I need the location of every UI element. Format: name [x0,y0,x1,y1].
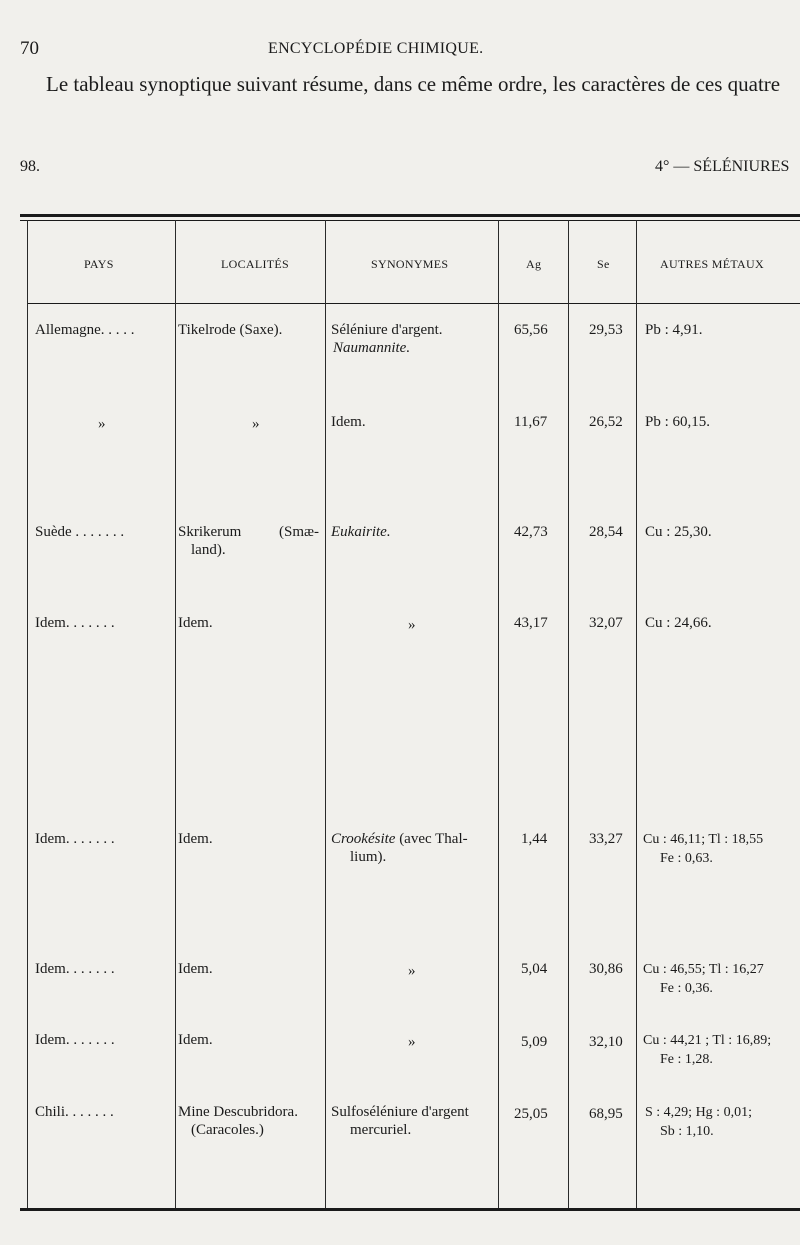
cell-pays: » [98,416,106,432]
cell-se: 68,95 [589,1106,623,1122]
cell-pays: Idem. . . . . . . [35,831,115,847]
cell-se: 26,52 [589,414,623,430]
header-bottom-rule [28,303,800,304]
cell-pays: Idem. . . . . . . [35,1032,115,1048]
cell-autres-metaux: Pb : 60,15. [645,414,711,430]
cell-pays: Idem. . . . . . . [35,615,115,631]
cell-autres-metaux: Cu : 44,21 ; Tl : 16,89; [643,1033,772,1048]
table-top-rule-thin [20,220,800,221]
cell-synonyme: lium). [350,849,387,865]
cell-autres-metaux: Cu : 46,11; Tl : 18,55 [643,832,764,847]
column-header-localites: LOCALITÉS [221,257,290,271]
cell-synonyme: Idem. [331,414,366,430]
cell-se: 28,54 [589,524,623,540]
cell-localite: Idem. [178,831,213,847]
cell-localite: Tikelrode (Saxe). [178,322,283,338]
synonyme-note: (avec Thal- [395,831,468,847]
cell-autres-metaux: S : 4,29; Hg : 0,01; [645,1105,752,1120]
cell-pays: Suède . . . . . . . [35,524,125,540]
cell-autres-metaux: Fe : 0,36. [660,981,713,996]
cell-synonyme: Naumannite. [333,340,411,356]
page-number: 70 [20,38,39,59]
cell-synonyme: mercuriel. [350,1122,412,1138]
cell-ag: 11,67 [514,414,548,430]
section-title: 4° — SÉLÉNIURES [655,158,790,175]
cell-localite: (Caracoles.) [191,1122,264,1138]
cell-se: 32,07 [589,615,623,631]
cell-localite: » [252,416,260,432]
cell-ag: 25,05 [514,1106,548,1122]
cell-synonyme: » [408,1034,416,1050]
cell-autres-metaux: Cu : 24,66. [645,615,712,631]
column-header-se: Se [597,257,610,271]
cell-autres-metaux: Cu : 25,30. [645,524,712,540]
cell-pays: Idem. . . . . . . [35,961,115,977]
cell-se: 30,86 [589,961,623,977]
table-top-rule [20,214,800,217]
cell-ag: 42,73 [514,524,548,540]
cell-synonyme: » [408,963,416,979]
column-divider [175,220,176,1208]
cell-localite: Mine Descubridora. [178,1104,298,1120]
column-header-ag: Ag [526,257,542,271]
column-divider [636,220,637,1208]
cell-localite: Idem. [178,961,213,977]
cell-se: 33,27 [589,831,623,847]
cell-autres-metaux: Fe : 1,28. [660,1052,713,1067]
cell-ag: 1,44 [521,831,548,847]
cell-autres-metaux: Cu : 46,55; Tl : 16,27 [643,962,764,977]
cell-synonyme: » [408,617,416,633]
cell-se: 29,53 [589,322,623,338]
cell-pays: Allemagne. . . . . [35,322,135,338]
column-header-autres-metaux: AUTRES MÉTAUX [660,257,764,271]
cell-ag: 65,56 [514,322,548,338]
table-bottom-rule [20,1208,800,1211]
cell-ag: 43,17 [514,615,548,631]
synonyme-mineral-name: Crookésite [331,831,396,847]
cell-localite: Idem. [178,615,213,631]
table-left-border [27,220,28,1208]
column-header-pays: PAYS [84,257,114,271]
cell-localite: (Smæ- [279,524,320,540]
column-header-synonymes: SYNONYMES [371,257,449,271]
intro-paragraph: Le tableau synoptique suivant résume, dans ce même ordre, les caractères de ces quatre [46,72,781,96]
cell-localite: land). [191,542,226,558]
cell-autres-metaux: Sb : 1,10. [660,1124,714,1139]
cell-ag: 5,04 [521,961,548,977]
column-divider [498,220,499,1208]
cell-localite: Skrikerum [178,524,242,540]
cell-autres-metaux: Fe : 0,63. [660,851,713,866]
cell-synonyme: Eukairite. [331,524,391,540]
cell-ag: 5,09 [521,1034,548,1050]
column-divider [568,220,569,1208]
running-head: ENCYCLOPÉDIE CHIMIQUE. [268,40,484,57]
cell-autres-metaux: Pb : 4,91. [645,322,703,338]
cell-localite: Idem. [178,1032,213,1048]
cell-pays: Chili. . . . . . . [35,1104,114,1120]
cell-se: 32,10 [589,1034,623,1050]
cell-synonyme: Séléniure d'argent. [331,322,443,338]
cell-synonyme: Sulfoséléniure d'argent [331,1104,469,1120]
section-number: 98. [20,158,40,175]
column-divider [325,220,326,1208]
cell-synonyme [331,830,468,849]
